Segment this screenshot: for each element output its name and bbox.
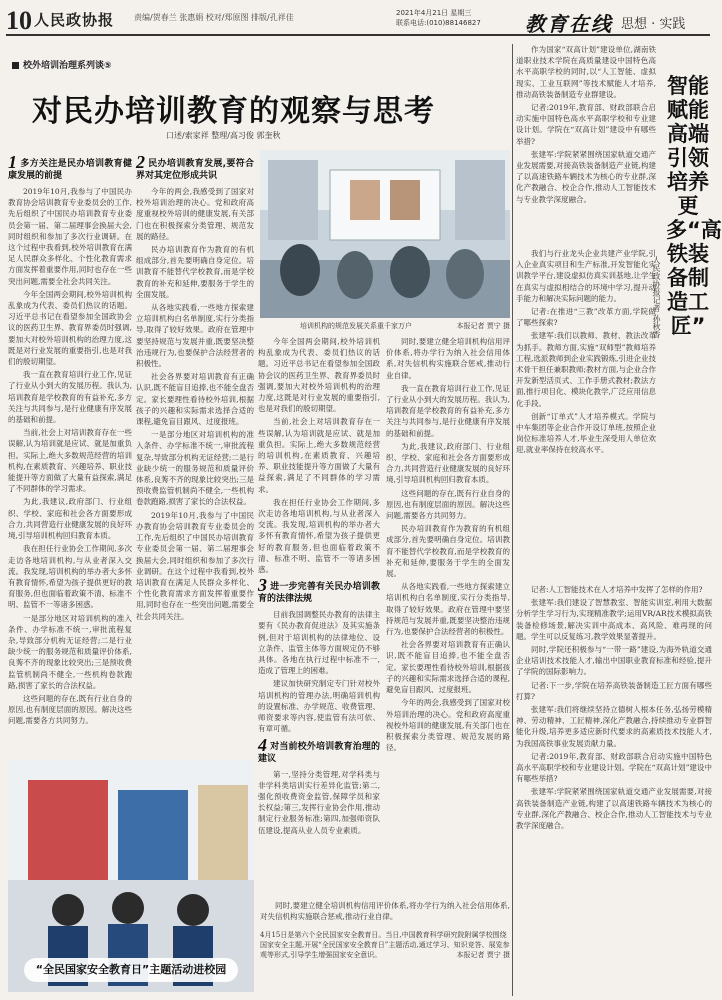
article-column-1 [8,152,132,752]
paragraph: 这些问题的存在,既有行业自身的原因,也有制度层面的原因。解决这些问题,需要各方共同努力。 [386,488,510,521]
page-number: 10 [6,6,32,35]
paragraph: 我一直在教育培训行业工作,见证了行业从小到大的发展历程。我认为,培训教育是学校教育的有益补充,多方关注与共同参与,是行业健康有序发展的基础和前提。 [386,383,510,438]
paragraph: 从各地实践看,一些地方探索建立培训机构白名单制度,实行分类指导,取得了较好效果。政府在管理中要坚持规范与发展并重,既要坚决整治违规行为,也要保护合法经营者的积极性。 [386,582,510,637]
article-column-bottom [260,900,510,928]
photo-credit: 本报记者 贾宁 摄 [456,951,510,959]
paragraph: 当前,社会上对培训教育存在一些误解,认为培训就是应试、就是加重负担。实际上,绝大多数规范经营的培训机构,在素质教育、兴趣培养、职业技能提升等方面做了大量有益探索,满足了不同群体的学习需求。 [258,417,380,494]
paragraph: 同时,要建立健全培训机构信用评价体系,将办学行为纳入社会信用体系,对失信机构实施联合惩戒,推动行业自律。 [260,901,510,922]
editor-credits: 责编/贺春兰 张惠娟 校对/郑原图 排版/孔祥佳 [134,13,294,22]
sidebar-column-2 [516,584,712,994]
dateline [396,8,481,28]
article-column-3 [258,336,380,896]
paragraph: 第一,坚持分类管理,对学科类与非学科类培训实行差异化监管;第二,强化预收费资金监管,保障学员和家长权益;第三,发挥行业协会作用,推动制定行业服务标准;第四,加强师资队伍建设,提高从业人员专业素质。 [258,769,380,835]
paragraph: 作为国家“双高计划”建设单位,湖南铁道职业技术学院在高质量建设中国特色高水平高职学校的同时,以“人工智能、虚拟现实、工业互联网”等技术赋能人才培养,推动高铁装备制造专业群建设。 [516,45,656,99]
paragraph: 同时,要建立健全培训机构信用评价体系,将办学行为纳入社会信用体系,对失信机构实施联合惩戒,推动行业自律。 [386,337,510,380]
column-tag [12,58,112,71]
section-heading-4: 4 对当前校外培训教育治理的建议 [258,734,380,764]
paragraph: 2019年10月,我参与了中国民办教育协会培训教育专业委员会的工作,先后组织了中国民办培训教育专业委员会第一届、第二届理事会换届大会,同时组织和参加了多次行业调研。在这个过程中我看到,校外培训教育在满足人民群众多样化、个性化教育需求方面发挥着重要作用,同时也存在一些突出问题,需要全社会共同关注。 [136,510,254,621]
paragraph: 记者:人工智能技术在人才培养中发挥了怎样的作用? [531,585,703,594]
paragraph: 社会各界要对培训教育有正确认识,既不能盲目追捧,也不能全盘否定。家长要理性看待校外培训,根据孩子的兴趣和实际需求选择合适的课程,避免盲目跟风、过度报班。 [386,640,510,695]
paragraph: 张建军:学院紧紧围绕国家轨道交通产业发展需要,对接高铁装备制造产业链,构建了以高速铁路车辆技术为核心的专业群,深化产教融合、校企合作,推动人工智能技术与专业教学深度融合。 [516,787,712,831]
paragraph: 同时,学院还积极参与“一带一路”建设,为海外轨道交通企业培训技术技能人才,输出中国职业教育标准和经验,提升了学院的国际影响力。 [516,645,712,677]
photo-credit: 本报记者 贾宁 摄 [456,322,510,330]
section-heading-2: 2 民办培训教育发展,要符合界对其定位形成共识 [136,152,254,181]
caption-text: 培训机构的规范发展关系重千家万户 [300,322,412,330]
paragraph: 记者:在推进“三教”改革方面,学院做了哪些探索? [516,307,656,328]
paragraph: 目前我国调整民办教育的法律主要有《民办教育促进法》及其实施条例,但对于培训机构的法律地位、设立条件、监管主体等方面规定仍不够具体。各地在执行过程中标准不一,造成了管理上的困难。 [258,610,380,676]
phone-text: 联系电话:(010)88146827 [396,19,481,27]
section-subtitle: 思想 · 实践 [621,17,686,32]
main-photo-caption [300,321,510,331]
article-headline: 对民办培训教育的观察与思考 [32,94,435,129]
paragraph: 记者:2019年,教育部、财政部联合启动实施中国特色高水平高职学校和专业建设计划。学院在“双高计划”建设中有哪些举措? [516,751,712,784]
paragraph: 2019年10月,我参与了中国民办教育协会培训教育专业委员会的工作,先后组织了中国民办培训教育专业委员会第一届、第二届理事会换届大会,同时组织和参加了多次行业调研。在这个过程中我看到,校外培训教育在满足人民群众多样化、个性化教育需求方面发挥着重要作用,同时也存在一些突出问题,需要全社会共同关注。 [8,187,132,286]
paragraph: 民办培训教育作为教育的有机组成部分,首先要明确自身定位。培训教育不能替代学校教育,而是学校教育的补充和延伸,要服务于学生的全面发展。 [386,524,510,579]
sidebar-author: 人民政协报记者 孙秋香 [652,256,661,339]
article-byline: 口述/索家祥 整理/高习俊 郭奎秋 [166,131,281,140]
caption-text: 4月15日是第六个全民国家安全教育日。当日,中国教育科学研究院附属学校围绕国家安全主题,开展“全民国家安全教育日”主题活动,通过学习、知识竞答、展览参观等形式,引导学生增强国家安全意识。 [260,931,510,959]
paragraph: 这些问题的存在,既有行业自身的原因,也有制度层面的原因。解决这些问题,需要各方共同努力。 [8,693,132,726]
paragraph: 记者:下一步,学院在培养高铁装备制造工匠方面有哪些打算? [516,680,712,701]
sidebar-column-1 [516,248,656,578]
paragraph: 社会各界要对培训教育有正确认识,既不能盲目追捧,也不能全盘否定。家长要理性看待校外培训,根据孩子的兴趣和实际需求选择合适的课程,避免盲目跟风、过度报班。 [136,372,254,427]
paragraph: 民办培训教育作为教育的有机组成部分,首先要明确自身定位。培训教育不能替代学校教育,而是学校教育的补充和延伸,要服务于学生的全面发展。 [136,245,254,299]
section-heading-3: 3 进一步完善有关民办培训教育的法律法规 [258,575,380,605]
paragraph: 我一直在教育培训行业工作,见证了行业从小到大的发展历程。我认为,培训教育是学校教育的有益补充,多方关注与共同参与,是行业健康有序发展的基础和前提。 [8,370,132,425]
paragraph: 张建军:我们以教师、教材、教法改革为抓手。教师方面,实施“双师型”教师培养工程,选派教师到企业实践锻炼,引进企业技术骨干担任兼职教师;教材方面,与企业合作开发新型活页式、工作手册式教材;教法方面,推行项目化、模块化教学,广泛应用信息化手段。 [516,331,656,408]
paragraph: 当前,社会上对培训教育存在一些误解,认为培训就是应试、就是加重负担。实际上,绝大多数规范经营的培训机构,在素质教育、兴趣培养、职业技能提升等方面做了大量有益探索,满足了不同群体的学习需求。 [8,428,132,494]
sidebar-divider [512,44,513,996]
paragraph: 今年的两会,我感受到了国家对校外培训治理的决心。党和政府高度重视校外培训的健康发展,有关部门也在积极探索分类管理、规范发展的路径。 [386,698,510,753]
paragraph: 为此,我建议,政府部门、行业组织、学校、家庭和社会各方面要形成合力,共同营造行业健康发展的良好环境,引导培训机构回归教育本质。 [8,497,132,541]
security-day-photo [8,760,254,992]
paragraph: 张建军:学院紧紧围绕国家轨道交通产业发展需要,对接高铁装备制造产业链,构建了以高速铁路车辆技术为核心的专业群,深化产教融合、校企合作,推动人工智能技术与专业教学深度融合。 [516,149,656,204]
paragraph: 张建军:我们将继续坚持立德树人根本任务,弘扬劳模精神、劳动精神、工匠精神,深化产教融合,持续推动专业群智能化升级,培养更多适应新时代要求的高素质技术技能人才,为我国高铁事业发展贡献力量。 [516,705,712,748]
article-column-4 [386,336,510,896]
paragraph: 一是部分地区对培训机构的准入条件、办学标准不统一,审批流程复杂,导致部分机构无证经营;二是行业缺少统一的服务规范和质量评价体系,良莠不齐的现象比较突出;三是预收费监管机制尚不健全,一些机构卷款跑路,损害了家长的合法权益。 [8,613,132,690]
paragraph: 我们与行业龙头企业共建产业学院,引入企业真实项目和生产标准,开发智能化实训教学平台,建设虚拟仿真实训基地,让学生在真实与虚拟相结合的环境中学习,提升动手能力和解决实际问题的能力。 [516,249,656,303]
sidebar-intro [516,44,656,244]
paragraph: 记者:2019年,教育部、财政部联合启动实施中国特色高水平高职学校和专业建设计划。学院在“双高计划”建设中有哪些举措? [516,103,656,146]
date-text: 2021年4月21日 星期三 [396,9,472,17]
paragraph: 我在担任行业协会工作期间,多次走访各地培训机构,与从业者深入交流。我发现,培训机构的举办者大多怀有教育情怀,希望为孩子提供更好的教育服务,但也面临着政策不清、标准不明、监管不一等诸多困惑。 [258,497,380,575]
column-tag-text: 校外培训治理系列谈⑤ [23,61,112,71]
paragraph: 我在担任行业协会工作期间,多次走访各地培训机构,与从业者深入交流。我发现,培训机构的举办者大多怀有教育情怀,希望为孩子提供更好的教育服务,但也面临着政策不清、标准不明、监管不一等诸多困惑。 [8,544,132,610]
square-bullet-icon [12,62,19,69]
section-name: 教育在线 [525,12,613,36]
masthead: 人民政协报 [34,11,115,29]
paragraph: 今年全国两会期间,校外培训机构乱象成为代表、委员们热议的话题。习近平总书记在看望参加全国政协会议的医药卫生界、教育界委员时强调,要加大对校外培训机构的治理力度,这既是对行业发展的重要指引,也是对我们的殷切期望。 [8,289,132,367]
paragraph: 建议加快研究制定专门针对校外培训机构的管理办法,明确培训机构的设置标准、办学规范、收费管理、师资要求等内容,使监管有法可依、有章可循。 [258,679,380,734]
classroom-photo [260,150,510,318]
page-header [6,6,710,36]
paragraph: 从各地实践看,一些地方探索建立培训机构白名单制度,实行分类指导,取得了较好效果。政府在管理中要坚持规范与发展并重,既要坚决整治违规行为,也要保护合法经营者的积极性。 [136,303,254,369]
sidebar-article [516,44,722,996]
security-day-banner: “全民国家安全教育日”主题活动进校园 [24,958,238,982]
paragraph: 张建军:我们建设了智慧教室、智能实训室,利用大数据分析学生学习行为,实现精准教学;运用VR/AR技术模拟高铁装备检修场景,解决实训中高成本、高风险、难再现的问题。学生可以反复练习,教学效果显著提升。 [516,598,712,641]
section-heading-1: 1 多方关注是民办培训教育健康发展的前提 [8,152,132,181]
paragraph: 一是部分地区对培训机构的准入条件、办学标准不统一,审批流程复杂,导致部分机构无证经营;二是行业缺少统一的服务规范和质量评价体系,良莠不齐的现象比较突出;三是预收费监管机制尚不健全,一些机构卷款跑路,损害了家长的合法权益。 [136,430,254,507]
paragraph: 创新“订单式”人才培养模式。学院与中车集团等企业合作开设订单班,按照企业岗位标准培养人才,毕业生深受用人单位欢迎,就业率保持在较高水平。 [516,411,656,455]
bottom-photo-caption [260,930,510,960]
article-column-2 [136,152,254,752]
sidebar-headline: 智能赋能高端引领培养更多“高铁装备制造工匠” [666,74,722,338]
paragraph: 今年全国两会期间,校外培训机构乱象成为代表、委员们热议的话题。习近平总书记在看望参加全国政协会议的医药卫生界、教育界委员时强调,要加大对校外培训机构的治理力度,这既是对行业发展的重要指引,也是对我们的殷切期望。 [258,337,380,414]
paragraph: 今年的两会,我感受到了国家对校外培训治理的决心。党和政府高度重视校外培训的健康发展,有关部门也在积极探索分类管理、规范发展的路径。 [136,187,254,241]
paragraph: 为此,我建议,政府部门、行业组织、学校、家庭和社会各方面要形成合力,共同营造行业健康发展的良好环境,引导培训机构回归教育本质。 [386,441,510,485]
